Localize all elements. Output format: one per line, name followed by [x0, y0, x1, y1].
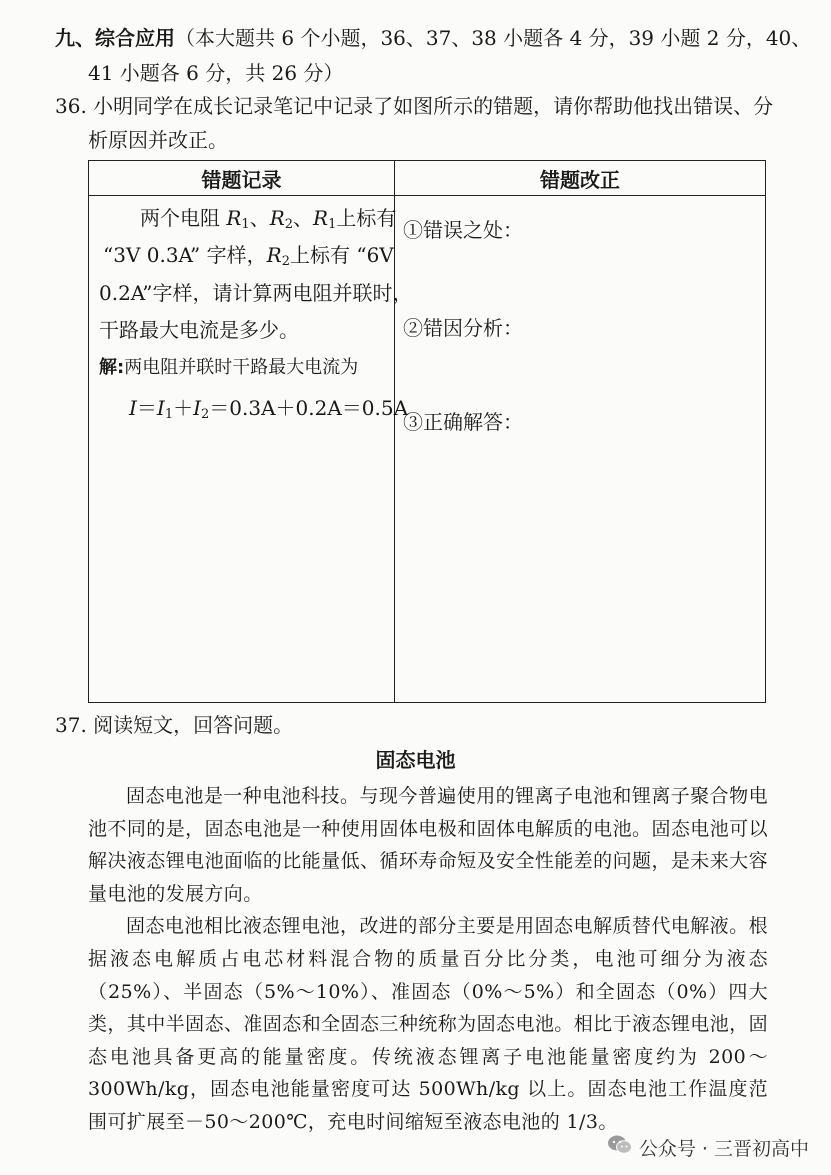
- record-line-3: 0.2A”字样，请计算两电阻并联时，: [99, 281, 413, 305]
- watermark-text: 公众号 · 三晋初高中: [638, 1138, 809, 1160]
- wechat-icon: [607, 1134, 633, 1161]
- q36-stem-line2: 析原因并改正。: [88, 128, 228, 152]
- section-header: [55, 24, 811, 52]
- watermark: [607, 1134, 809, 1161]
- passage-body: [88, 780, 768, 1139]
- correction-item-2: ②错因分析：: [403, 316, 523, 340]
- record-cell: [89, 196, 413, 703]
- record-line-4: 干路最大电流是多少。: [99, 318, 299, 342]
- passage-paragraph-1: 固态电池是一种电池科技。与现今普遍使用的锂离子电池和锂离子聚合物电池不同的是，固态电池是一种使用固体电极和固体电解质的电池。固态电池可以解决液态锂电池面临的比能量低、循环寿命短及安全性能差的问题，是未来大容量电池的发展方向。: [88, 785, 768, 905]
- correction-item-1: ①错误之处：: [403, 218, 523, 242]
- q37-stem: 37. 阅读短文，回答问题。: [55, 713, 294, 737]
- correction-item-3: ③正确解答：: [403, 410, 523, 434]
- header-error-correction: 错题改正: [395, 161, 766, 196]
- solution-label: 解:: [99, 357, 125, 378]
- section-title: 九、综合应用: [55, 26, 175, 50]
- solution-line: 解:两电阻并联时干路最大电流为: [99, 357, 359, 378]
- passage-paragraph-2: 固态电池相比液态锂电池，改进的部分主要是用固态电解质替代电解液。根据液态电解质占电芯材料混合物的质量百分比分类，电池可细分为液态（25%）、半固态（5%～10%）、准固态（0%～5%）和全固态（0%）四大类，其中半固态、准固态和全固态三种统称为固态电池。相比于液态锂电池，固态电池具备更高的能量密度。传统液态锂离子电池能量密度约为 200～300Wh/kg，固态电池能量密度可达 500Wh/kg 以上。固态电池工作温度范围可扩展至－50～200℃，充电时间缩短至液态电池的 1/3。: [88, 915, 768, 1133]
- passage-title: 固态电池: [375, 748, 456, 772]
- solution-equation: $I=I_1+I_2=0.3A+0.2A=0.5A$: [129, 396, 409, 422]
- record-line-2: “3V 0.3A” 字样，$R_2$上标有 “6V: [103, 243, 394, 269]
- header-error-record: 错题记录: [89, 161, 395, 196]
- section-note-cont: 41 小题各 6 分，共 26 分）: [88, 61, 344, 85]
- error-table: [88, 160, 766, 703]
- q36-stem-line1: 36. 小明同学在成长记录笔记中记录了如图所示的错题，请你帮助他找出错误、分: [55, 94, 774, 118]
- correction-cell: [395, 196, 766, 703]
- section-note: （本大题共 6 个小题，36、37、38 小题各 4 分，39 小题 2 分，40、: [175, 26, 812, 50]
- record-line-1: 两个电阻 $R_1$、$R_2$、$R_1$上标有: [140, 206, 397, 232]
